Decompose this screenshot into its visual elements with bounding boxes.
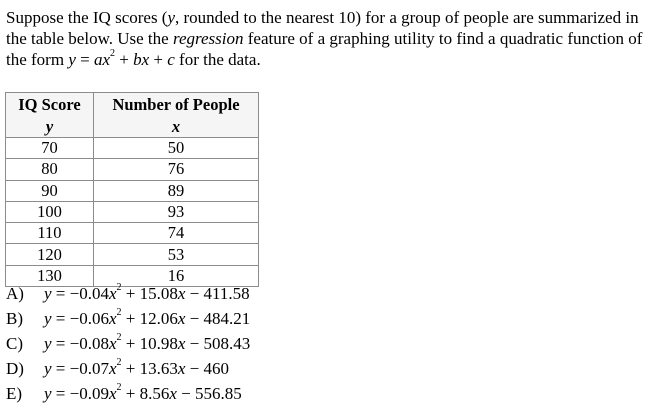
form-equation: $y = ax^2$ + bx + c: [68, 48, 175, 69]
choice-letter: C): [6, 334, 23, 353]
people-count-cell: 50: [94, 138, 259, 159]
header-iq-score: IQ Score: [6, 93, 94, 118]
choice-equation: $y = -0.06x^2 + 12.06x - 484.21$: [44, 307, 251, 328]
table-row: [6, 223, 259, 244]
iq-score-cell: 130: [6, 265, 94, 286]
choice-letter: B): [6, 309, 23, 328]
iq-score-cell: 110: [6, 223, 94, 244]
table-row: [6, 159, 259, 180]
iq-score-cell: 90: [6, 180, 94, 201]
iq-score-cell: 120: [6, 244, 94, 265]
question-text: [6, 7, 646, 70]
question-part4: for the data.: [174, 50, 261, 69]
people-count-cell: 93: [94, 201, 259, 222]
people-count-cell: 16: [94, 265, 259, 286]
question-part3: feature of a graphing utility to find a quadratic function of the form: [6, 29, 643, 69]
people-count-cell: 74: [94, 223, 259, 244]
subheader-x: x: [94, 117, 259, 138]
choice-letter: D): [6, 359, 24, 378]
choice-equation: $y = -0.07x^2 + 13.63x - 460$: [44, 357, 230, 378]
iq-data-table: [5, 92, 259, 287]
question-var-y: y: [167, 8, 176, 27]
people-count-cell: 76: [94, 159, 259, 180]
table-row: [6, 180, 259, 201]
table-row: [6, 201, 259, 222]
subheader-y: y: [6, 117, 94, 138]
table-row: [6, 138, 259, 159]
iq-score-cell: 100: [6, 201, 94, 222]
question-emphasis: regression: [172, 29, 244, 48]
choice-letter: E): [6, 384, 23, 403]
people-count-cell: 53: [94, 244, 259, 265]
question-part2: , rounded to the nearest 10) for a group of people are summarized in the table below. Use the: [6, 8, 639, 48]
iq-score-cell: 70: [6, 138, 94, 159]
choice-equation: $y = -0.04x^2 + 15.08x - 411.58$: [44, 282, 250, 303]
choice-equation: $y = -0.08x^2 + 10.98x - 508.43$: [44, 332, 251, 353]
people-count-cell: 89: [94, 180, 259, 201]
choice-letter: A): [6, 284, 24, 303]
header-number-of-people: Number of People: [94, 93, 259, 118]
question-part1: Suppose the IQ scores (: [6, 8, 168, 27]
table-row: [6, 244, 259, 265]
iq-score-cell: 80: [6, 159, 94, 180]
choice-equation: $y = -0.09x^2 + 8.56x - 556.85$: [44, 382, 242, 403]
